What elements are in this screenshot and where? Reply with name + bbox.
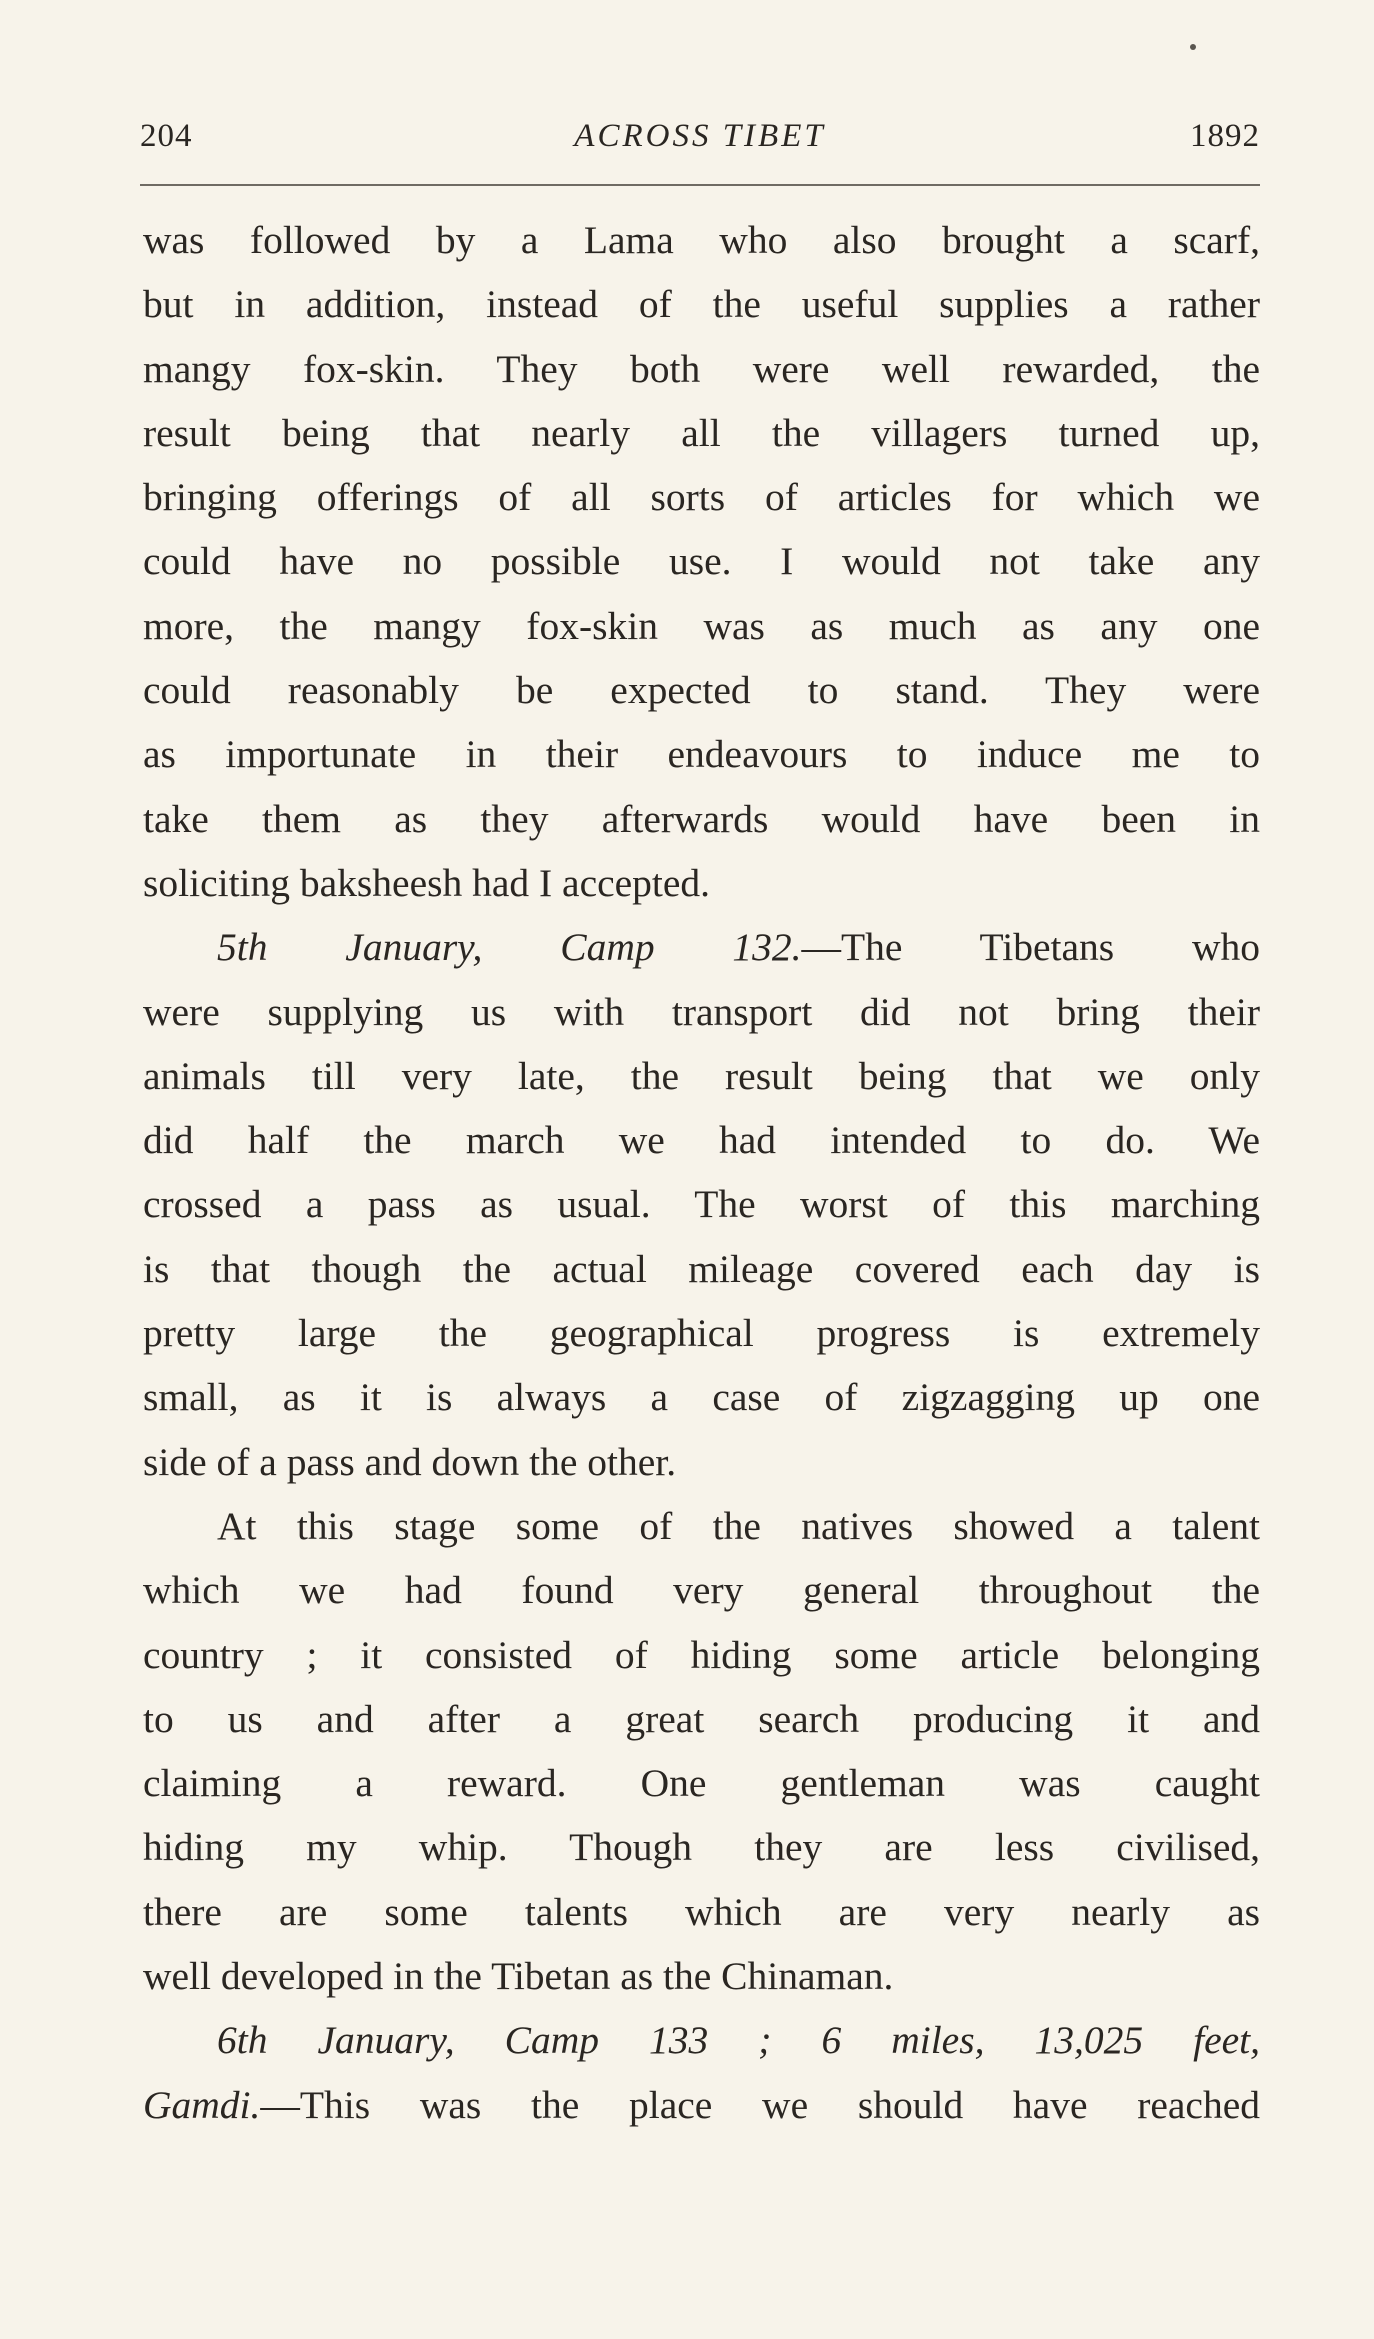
text-line: could reasonably be expected to stand. They were [143,668,1260,713]
text-line: small, as it is always a case of zigzagging up one [143,1375,1260,1420]
text-line: did half the march we had intended to do. We [143,1118,1260,1163]
text-line: there are some talents which are very nearly as [143,1889,1260,1934]
text-line: crossed a pass as usual. The worst of this marching [143,1182,1260,1227]
body-text [143,208,1260,2137]
text-line: mangy fox-skin. They both were well rewarded, the [143,346,1260,391]
text-line: claiming a reward. One gentleman was caught [143,1761,1260,1806]
header-year: 1892 [1190,118,1260,154]
print-speck [1190,44,1196,50]
text-line: could have no possible use. I would not take any [143,539,1260,584]
text-line: bringing offerings of all sorts of articles for which we [143,475,1260,520]
text-line: country ; it consisted of hiding some article belonging [143,1632,1260,1677]
diary-heading-jan5: 5th January, Camp 132. [217,925,802,970]
page-number: 204 [140,118,193,154]
header-rule [140,184,1260,186]
text-line: take them as they afterwards would have been in [143,796,1260,841]
text-line: were supplying us with transport did not bring their [143,989,1260,1034]
text-line: soliciting baksheesh had I accepted. [143,860,711,905]
text-line: which we had found very general throughout the [143,1568,1260,1613]
text-line: animals till very late, the result being that we only [143,1053,1260,1098]
text-line: is that though the actual mileage covered each day is [143,1246,1260,1291]
place-name-gamdi: Gamdi. [143,2082,261,2127]
text-line: to us and after a great search producing it and [143,1696,1260,1741]
running-title: ACROSS TIBET [574,118,826,154]
text-line: more, the mangy fox-skin was as much as any one [143,603,1260,648]
text-line [143,2073,1260,2137]
text-line: as importunate in their endeavours to induce me to [143,732,1260,777]
text-line [143,915,1260,979]
text-line: was followed by a Lama who also brought a scarf, [143,218,1260,262]
text-line: result being that nearly all the villagers turned up, [143,410,1260,455]
diary-heading-jan6: 6th January, Camp 133 ; 6 miles, 13,025 feet, [217,2018,1260,2063]
text-line: At this stage some of the natives showed a talent [217,1503,1260,1548]
text-line: well developed in the Tibetan as the Chinaman. [143,1954,894,1999]
diary-entry-start: —The Tibetans who [801,925,1260,970]
text-line: but in addition, instead of the useful supplies a rather [143,282,1260,327]
running-header [140,118,1260,168]
text-line: side of a pass and down the other. [143,1439,677,1484]
text-line: hiding my whip. Though they are less civilised, [143,1825,1260,1870]
text-line: pretty large the geographical progress is extremely [143,1311,1260,1356]
diary-entry-start: —This was the place we should have reached [260,2082,1260,2127]
